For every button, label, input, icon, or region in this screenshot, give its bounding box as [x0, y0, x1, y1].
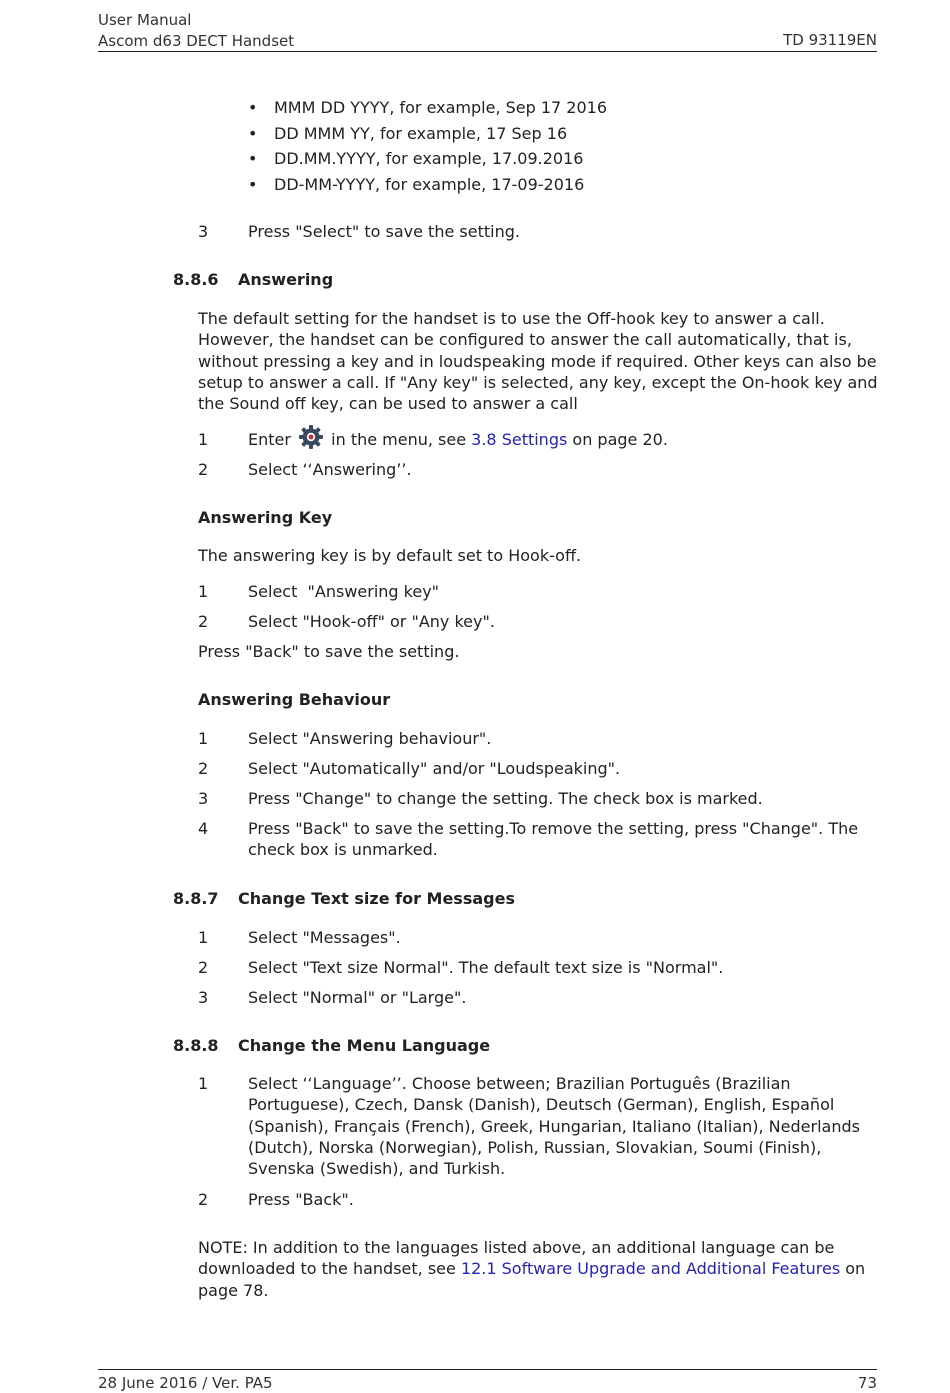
header-rule [98, 51, 877, 52]
step-number: 1 [198, 928, 209, 947]
software-upgrade-link[interactable]: 12.1 Software Upgrade and Additional Features [460, 1259, 841, 1279]
subsection-title: Answering Behaviour [198, 690, 391, 709]
step-text: Press "Change" to change the setting. The check box is marked. [248, 789, 763, 808]
step-number: 2 [198, 759, 209, 778]
step-number: 4 [198, 819, 209, 838]
list-item: DD MMM YY, for example, 17 Sep 16 [274, 124, 568, 143]
step-number: 2 [198, 612, 209, 631]
step-text: Select "Text size Normal". The default text size is "Normal". [248, 958, 724, 977]
bullet: • [248, 124, 258, 143]
list-item: DD-MM-YYYY, for example, 17-09-2016 [274, 175, 585, 194]
step-number: 1 [198, 430, 209, 449]
bullet: • [248, 98, 258, 117]
note-text-post: on page 78. [198, 1259, 866, 1300]
step-text: Select "Automatically" and/or "Loudspeaking". [248, 759, 621, 778]
step-number: 2 [198, 1190, 209, 1209]
subsection-title: Answering Key [198, 508, 333, 527]
section-number: 8.8.7 [173, 889, 219, 908]
subsection-body: The answering key is by default set to Hook-off. [198, 546, 582, 565]
header-title: User Manual [98, 11, 192, 29]
step-text-post: on page 20. [572, 430, 668, 449]
section-title: Change the Menu Language [238, 1036, 491, 1055]
settings-link[interactable]: 3.8 Settings [471, 430, 568, 449]
step-text: Press "Select" to save the setting. [248, 222, 520, 241]
note-paragraph [198, 1237, 888, 1301]
step-text: Select "Messages". [248, 928, 401, 947]
step-number: 2 [198, 460, 209, 479]
step-number: 1 [198, 582, 209, 601]
section-body: The default setting for the handset is to use the Off-hook key to answer a call. However, the handset can be configured to answer the call automatically, that is, without pressing a key and in loudspeaking mode if required. Other keys can also be setup to answer a call. If "Any key" is selected, any key, except the On-hook key and the Sound off key, can be used to answer a call [198, 309, 878, 414]
step-text: Select "Hook-off" or "Any key". [248, 612, 495, 631]
step-text: Select "Answering key" [248, 582, 440, 601]
gear-icon [298, 424, 324, 455]
step-text: Select "Answering behaviour". [248, 729, 492, 748]
note-text: NOTE: In addition to the languages listed above, an additional language can be downloaded to the handset, see [198, 1238, 835, 1279]
list-item: MMM DD YYYY, for example, Sep 17 2016 [274, 98, 608, 117]
step-number: 2 [198, 958, 209, 977]
section-number: 8.8.6 [173, 270, 219, 289]
header-doc-id: TD 93119EN [783, 31, 877, 49]
section-number: 8.8.8 [173, 1036, 219, 1055]
step-number: 3 [198, 988, 209, 1007]
step-number: 1 [198, 729, 209, 748]
page-number: 73 [857, 1374, 877, 1392]
bullet: • [248, 175, 258, 194]
section-title: Answering [238, 270, 334, 289]
step-text: Select "Normal" or "Large". [248, 988, 467, 1007]
step-number: 3 [198, 222, 209, 241]
step-text: Select ‘‘Language’’. Choose between; Brazilian Português (Brazilian Portuguese), Czech, Dansk (Danish), Deutsch (German), English, Español (Spanish), Français (French), Greek, Hungarian, Italiano (Italian), Nederlands (Dutch), Norska (Norwegian), Polish, Russian, Slovakian, Soumi (Finish), Svenska (Swedish), and Turkish. [248, 1074, 860, 1179]
step-text: Press "Back". [248, 1190, 354, 1209]
footer-date-version: 28 June 2016 / Ver. PA5 [98, 1374, 273, 1392]
list-item: DD.MM.YYYY, for example, 17.09.2016 [274, 149, 584, 168]
step-number: 3 [198, 789, 209, 808]
step-text-mid: in the menu, see [331, 430, 467, 449]
step-text [248, 424, 668, 455]
header-subtitle: Ascom d63 DECT Handset [98, 32, 295, 50]
step-text: Select ‘‘Answering’’. [248, 460, 412, 479]
section-title: Change Text size for Messages [238, 889, 515, 908]
step-text-pre: Enter [248, 430, 291, 449]
step-text: Press "Back" to save the setting.To remove the setting, press "Change". The check box is unmarked. [248, 819, 859, 860]
note-text: Press "Back" to save the setting. [198, 642, 460, 661]
footer-rule [98, 1369, 877, 1370]
bullet: • [248, 149, 258, 168]
step-number: 1 [198, 1074, 209, 1093]
